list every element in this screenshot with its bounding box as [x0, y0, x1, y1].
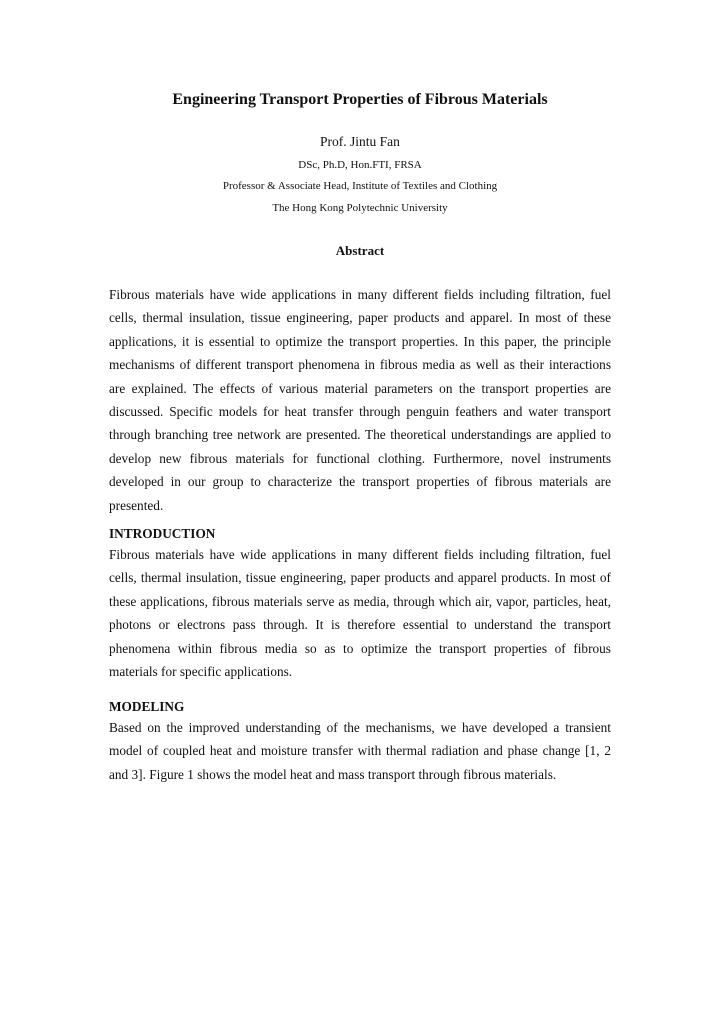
- introduction-text: Fibrous materials have wide applications in many different fields including filtration, fuel cells, thermal insulation, tissue engineering, paper products and apparel products. In most of these applications, fibrous materials serve as media, through which air, vapor, particles, heat, photons or electrons pass through. It is therefore essential to understand the transport phenomena within fibrous media so as to optimize the transport properties of fibrous materials for specific applications.: [109, 547, 611, 680]
- paper-title: Engineering Transport Properties of Fibrous Materials: [172, 91, 548, 108]
- abstract-heading: Abstract: [335, 243, 385, 258]
- author-credentials: DSc, Ph.D, Hon.FTI, FRSA: [298, 159, 422, 171]
- abstract-text: Fibrous materials have wide applications in many different fields including filtration, fuel cells, thermal insulation, tissue engineering, paper products and apparel. In most of these applications, it is essential to optimize the transport properties. In this paper, the principle mechanisms of different transport phenomena in fibrous media as well as their interactions are explained. The effects of various material parameters on the transport properties are discussed. Specific models for heat transfer through penguin feathers and water transport through branching tree network are presented. The theoretical understandings are applied to develop new fibrous materials for functional clothing. Furthermore, novel instruments developed in our group to characterize the transport properties of fibrous materials are presented.: [109, 287, 611, 513]
- modeling-text: Based on the improved understanding of the mechanisms, we have developed a transient model of coupled heat and moisture transfer with thermal radiation and phase change [1, 2 and 3]. Figure 1 shows the model heat and mass transport through fibrous materials.: [109, 720, 611, 782]
- author-name: Prof. Jintu Fan: [320, 134, 400, 149]
- author-position: Professor & Associate Head, Institute of Textiles and Clothing: [222, 180, 498, 192]
- introduction-heading: INTRODUCTION: [109, 526, 216, 541]
- modeling-heading: MODELING: [109, 699, 185, 714]
- author-university: The Hong Kong Polytechnic University: [272, 202, 448, 214]
